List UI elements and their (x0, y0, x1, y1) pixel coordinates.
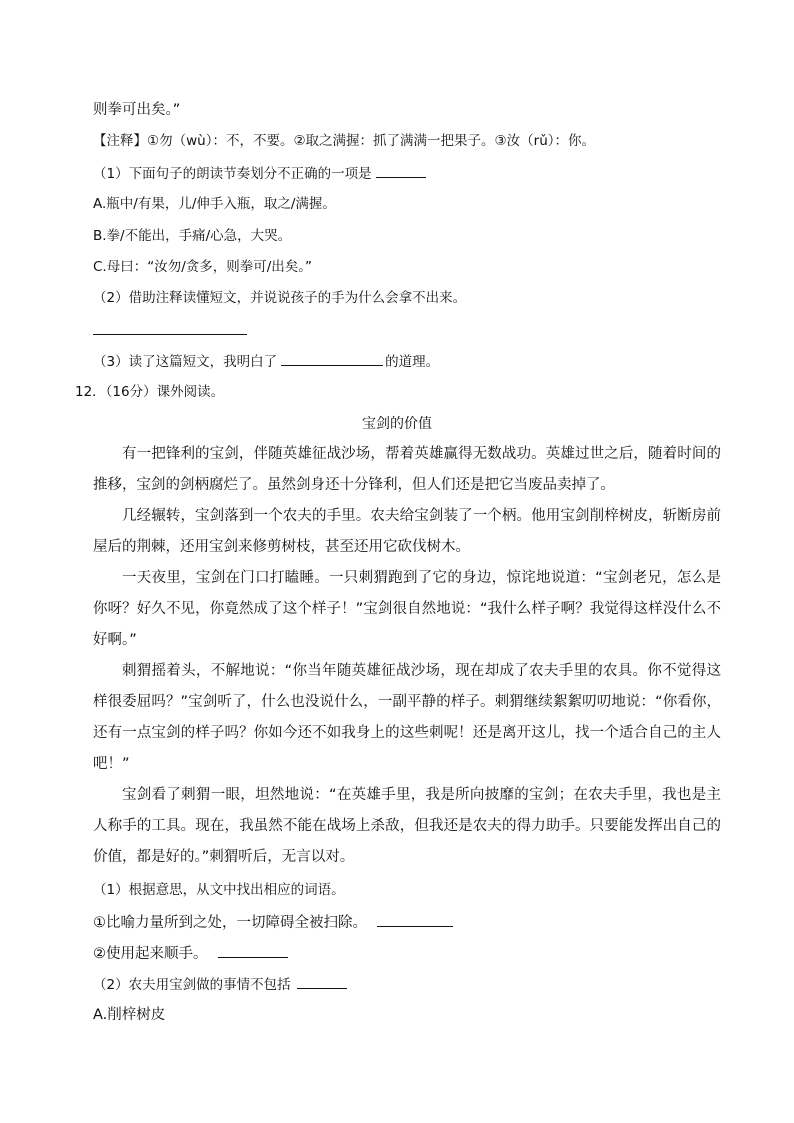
q11-option-b: B.拳/不能出，手痛/心急，大哭。 (93, 228, 292, 244)
q12-option-a: A.削梓树皮 (93, 1007, 166, 1023)
q11-sub3 (93, 351, 439, 372)
q12-item2-text: ②使用起来顺手。 (93, 946, 208, 962)
answer-blank[interactable] (297, 974, 347, 989)
q11-option-a: A.瓶中/有果，儿/伸手入瓶，取之/满握。 (93, 196, 336, 212)
answer-line[interactable] (93, 334, 247, 335)
answer-blank[interactable] (218, 943, 288, 958)
passage-paragraph-3: 一天夜里，宝剑在门口打瞌睡。一只刺猬跑到了它的身边，惊诧地说道：“宝剑老兄，怎么是你呀？好久不见，你竟然成了这个样子！”宝剑很自然地说：“我什么样子啊？我觉得这样没什么不好啊。” (93, 570, 721, 648)
q11-option-c: C.母曰：“汝勿/贪多，则拳可/出矣。” (93, 259, 313, 275)
q12-sub2-text: （2）农夫用宝剑做的事情不包括 (93, 977, 291, 993)
q11-sub3-tail: 的道理。 (385, 354, 440, 370)
q12-item1-text: ①比喻力量所到之处，一切障碍全被扫除。 (93, 915, 367, 931)
answer-blank[interactable] (377, 912, 453, 927)
annotation-note: 【注释】①勿（wù）：不，不要。②取之满握：抓了满满一把果子。③汝（rǔ）：你。 (93, 133, 596, 149)
answer-blank[interactable] (281, 351, 383, 366)
q11-sub1 (93, 163, 426, 184)
q12-sub1: （1）根据意思，从文中找出相应的词语。 (93, 882, 345, 898)
q11-sub1-text: （1）下面句子的朗读节奏划分不正确的一项是 (93, 166, 372, 182)
q12-item1 (93, 912, 453, 933)
passage-paragraph-1: 有一把锋利的宝剑，伴随英雄征战沙场，帮着英雄赢得无数战功。英雄过世之后，随着时间的推移，宝剑的剑柄腐烂了。虽然剑身还十分锋利，但人们还是把它当废品卖掉了。 (93, 446, 721, 493)
answer-blank[interactable] (376, 163, 426, 178)
q12-heading: 12．（16分）课外阅读。 (75, 384, 225, 400)
q12-item2 (93, 943, 288, 964)
q12-sub2 (93, 974, 347, 995)
q11-sub3-text: （3）读了这篇短文，我明白了 (93, 354, 278, 370)
passage-paragraph-4: 刺猬摇着头，不解地说：“你当年随英雄征战沙场，现在却成了农夫手里的农具。你不觉得这样很委屈吗？”宝剑听了，什么也没说什么，一副平静的样子。刺猬继续絮絮叨叨地说：“你看你，还有一点宝剑的样子吗？你如今还不如我身上的这些刺呢！还是离开这儿，找一个适合自己的主人吧！” (93, 663, 721, 772)
passage-paragraph-2: 几经辗转，宝剑落到一个农夫的手里。农夫给宝剑装了一个柄。他用宝剑削梓树皮，斩断房前屋后的荆棘，还用宝剑来修剪树枝，甚至还用它砍伐树木。 (93, 508, 721, 555)
q11-sub2: （2）借助注释读懂短文，并说说孩子的手为什么会拿不出来。 (93, 290, 467, 306)
passage-paragraph-5: 宝剑看了刺猬一眼，坦然地说：“在英雄手里，我是所向披靡的宝剑；在农夫手里，我也是主人称手的工具。现在，我虽然不能在战场上杀敌，但我还是农夫的得力助手。只要能发挥出自己的价值，都是好的。”刺猬听后，无言以对。 (93, 787, 721, 865)
passage-ending: 则拳可出矣。” (93, 102, 181, 118)
passage-title: 宝剑的价值 (362, 416, 432, 432)
